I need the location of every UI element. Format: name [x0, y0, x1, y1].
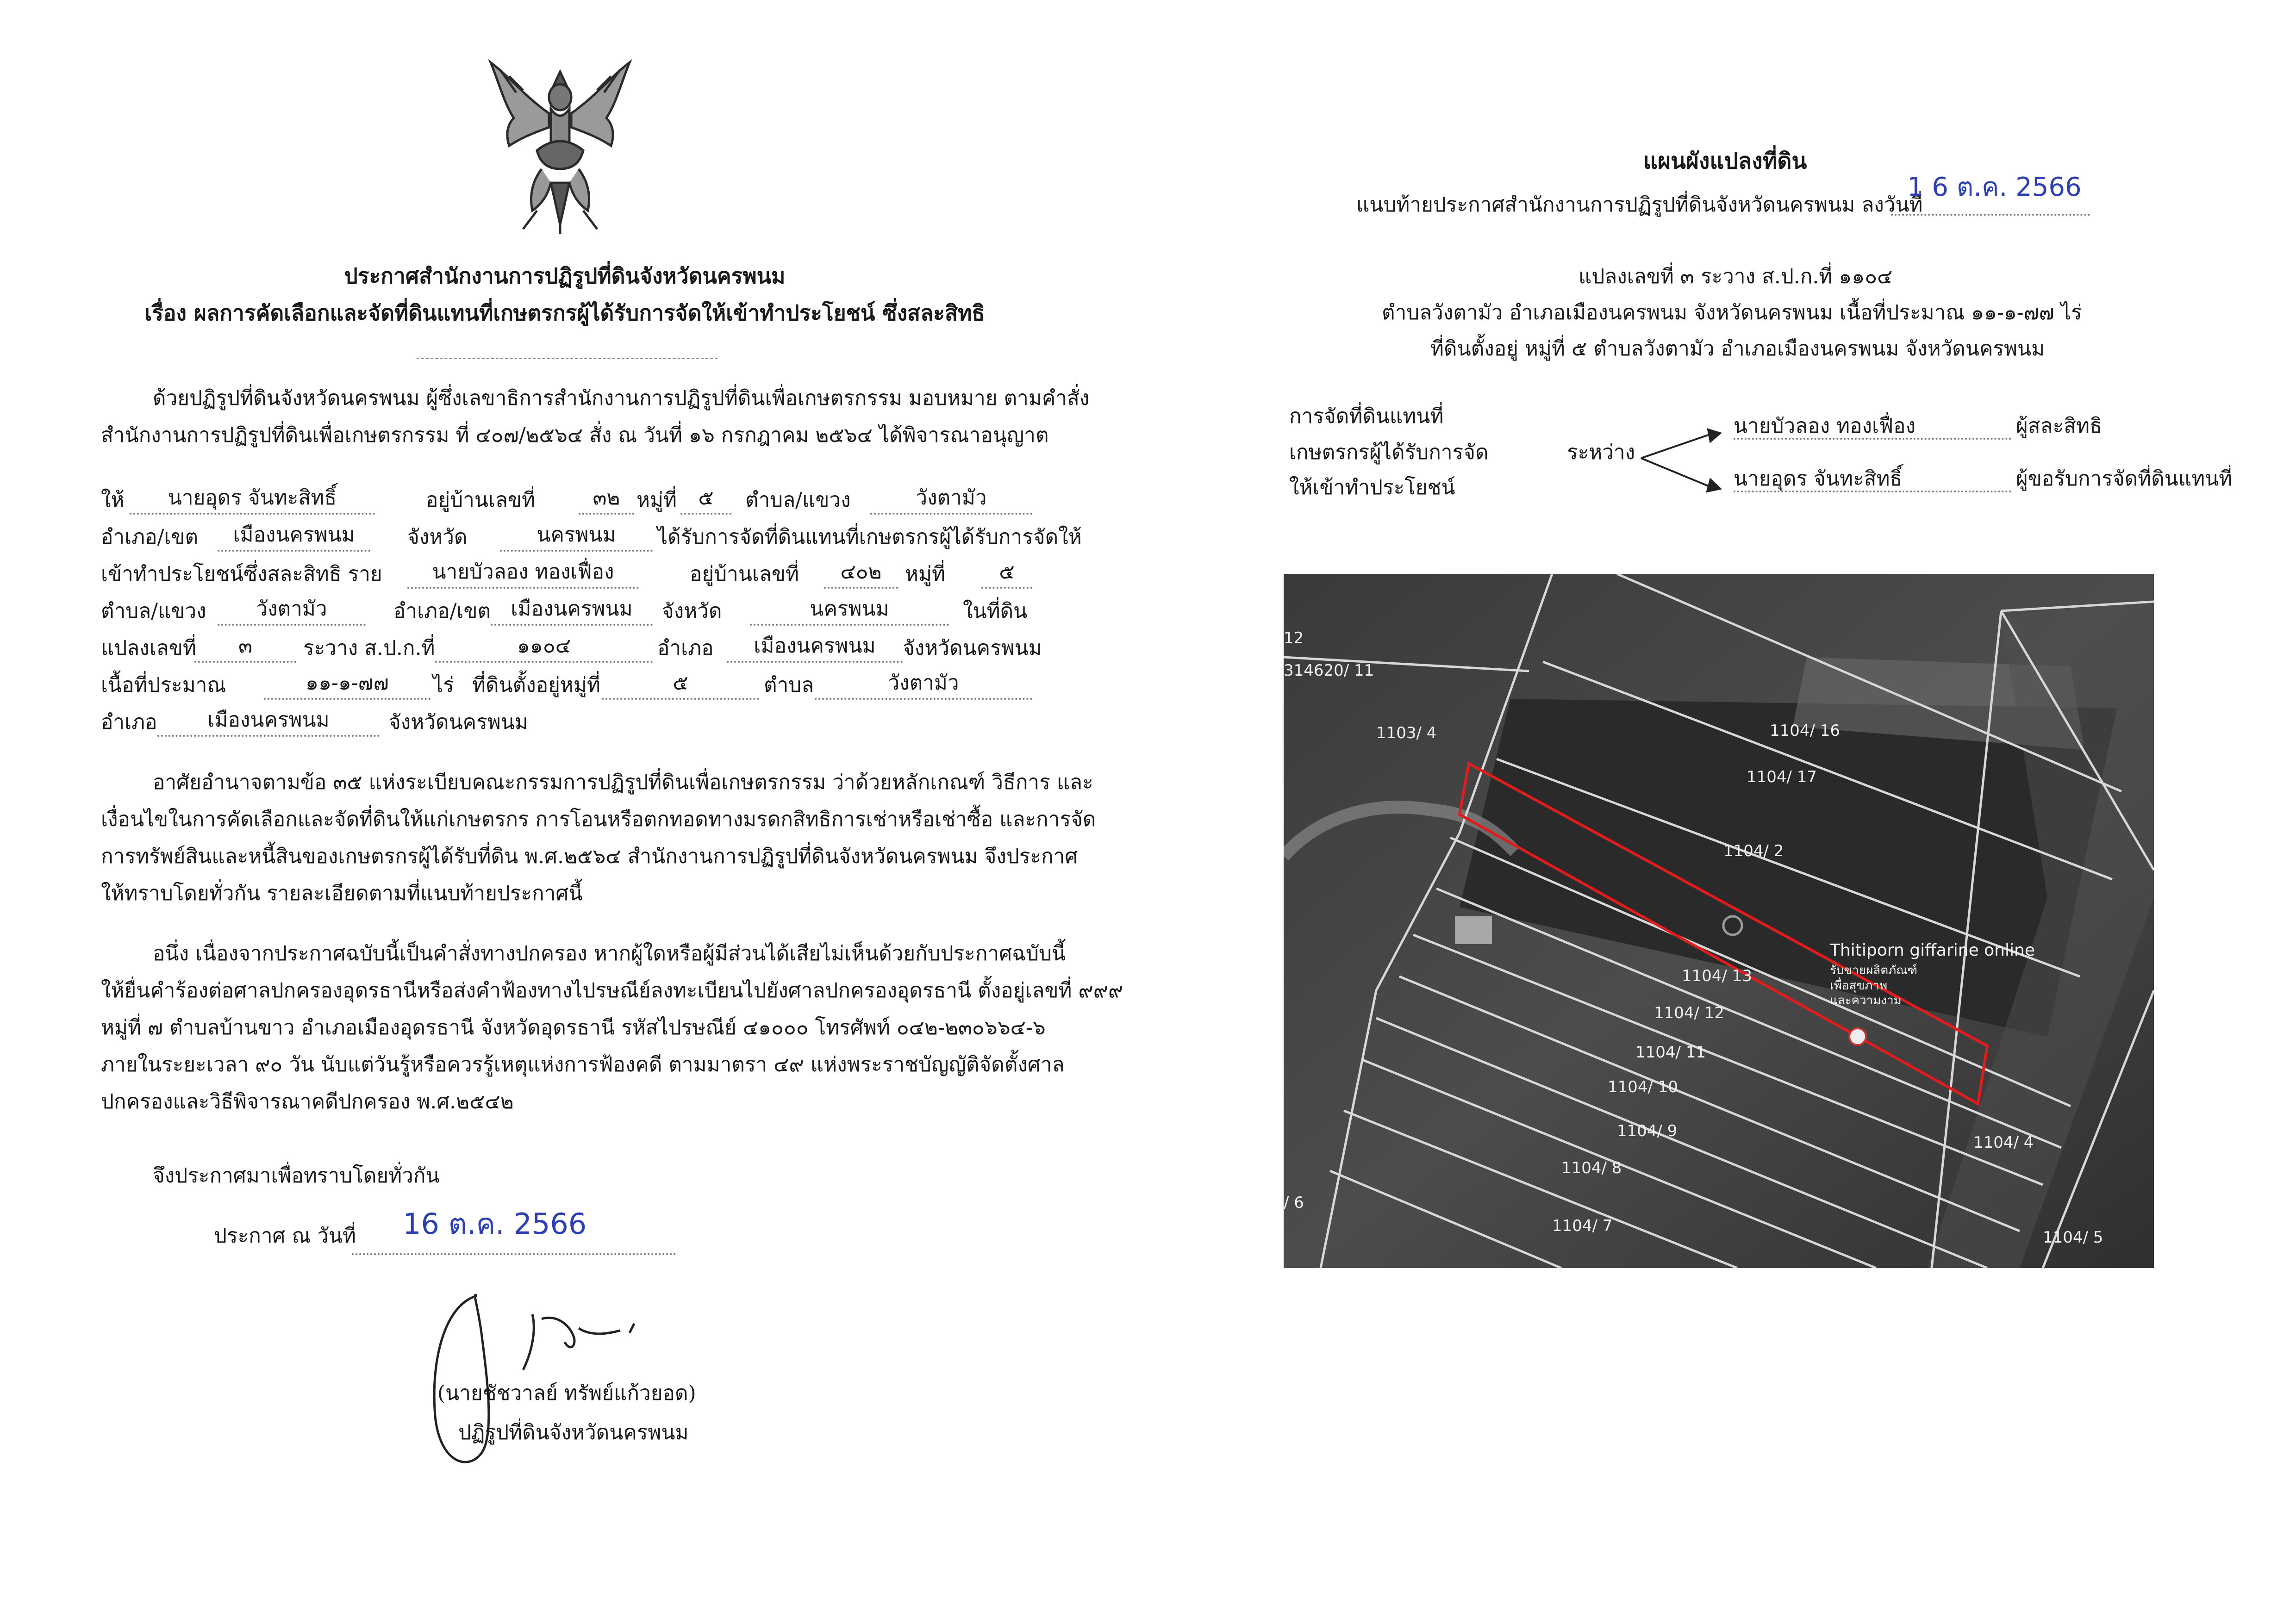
field-underline — [824, 587, 898, 589]
field-sheet: ๑๑๐๔ — [517, 634, 571, 658]
map-label: 1104/ 5 — [2043, 1228, 2103, 1247]
paragraph-3-line: ปกครองและวิธีพิจารณาคดีปกครอง พ.ศ.๒๕๔๒ — [101, 1090, 514, 1113]
map-label: 314620/ 11 — [1284, 661, 1374, 680]
field-plot-no: ๓ — [238, 634, 253, 658]
field-underline — [727, 661, 903, 663]
label-amphoe-4: อำเภอ — [101, 710, 157, 734]
field-underline — [870, 513, 1032, 515]
field-amphoe: เมืองนครพนม — [233, 523, 355, 547]
paragraph-2-line: อาศัยอำนาจตามข้อ ๓๕ แห่งระเบียบคณะกรรมการปฏิรูปที่ดินเพื่อเกษตรกรรม ว่าด้วยหลักเกณฑ์ วิธีการ และ — [153, 771, 1093, 794]
field-underline — [491, 624, 653, 626]
paragraph-1-line: สำนักงานการปฏิรูปที่ดินเพื่อเกษตรกรรม ที่ ๔๐๗/๒๕๖๔ สั่ง ณ วันที่ ๑๖ กรกฎาคม ๒๕๖๔ ได้พิจารณาอนุญาต — [101, 423, 1049, 447]
label-province-3: จังหวัดนครพนม — [903, 636, 1042, 660]
aerial-plot-map — [1284, 574, 2154, 1268]
paragraph-2-line: ให้ทราบโดยทั่วกัน รายละเอียดตามที่แนบท้ายประกาศนี้ — [101, 882, 583, 905]
field-house-no: ๓๒ — [593, 486, 620, 510]
field-moo-3: ๕ — [673, 671, 688, 695]
header-divider — [417, 358, 718, 359]
field-province-2: นครพนม — [810, 597, 889, 621]
map-label: 1104/ 17 — [1747, 768, 1817, 786]
label-moo-2: หมู่ที่ — [905, 562, 946, 586]
paragraph-3-line: หมู่ที่ ๗ ตำบลบ้านขาว อำเภอเมืองอุดรธานี จังหวัดอุดรธานี รหัสไปรษณีย์ ๔๑๐๐๐ โทรศัพท์ ๐๔๒-๒๓๐๖๖๔-๖ — [101, 1016, 1046, 1039]
party-1-role: ผู้สละสิทธิ — [2016, 414, 2102, 438]
label-province-4: จังหวัดนครพนม — [389, 710, 528, 734]
map-label: 1104/ 8 — [1561, 1159, 1622, 1177]
label-tambon-2: ตำบล/แขวง — [101, 599, 206, 623]
field-underline — [602, 698, 759, 700]
map-label: 1104/ 11 — [1635, 1043, 1706, 1062]
subtitle-date-underline — [1891, 214, 2090, 216]
field-moo: ๕ — [698, 486, 714, 510]
date-label: ประกาศ ณ วันที่ — [214, 1224, 356, 1248]
subtitle-date-handwritten: 1 6 ต.ค. 2566 — [1907, 172, 2082, 202]
label-tambon: ตำบล/แขวง — [745, 488, 851, 512]
map-label: 1104/ 13 — [1682, 967, 1753, 985]
label-use-rights: เข้าทำประโยชน์ซึ่งสละสิทธิ ราย — [101, 562, 382, 586]
svg-text:และความงาม: และความงาม — [1830, 994, 1902, 1007]
field-tambon: วังตามัว — [916, 486, 987, 510]
paragraph-3-line: ภายในระยะเวลา ๙๐ วัน นับแต่วันรู้หรือควรรู้เหตุแห่งการฟ้องคดี ตามมาตรา ๔๙ แห่งพระราชบัญญัติจัดตั้งศาล — [101, 1053, 1065, 1076]
map-pin-icon — [1849, 1028, 1866, 1045]
paragraph-2-line: การทรัพย์สินและหนี้สินของเกษตรกรผู้ได้รับที่ดิน พ.ศ.๒๕๖๔ สำนักงานการปฏิรูปที่ดินจังหวัดนครพนม จึงประกาศ — [101, 845, 1078, 868]
field-underline — [981, 587, 1032, 589]
label-house: อยู่บ้านเลขที่ — [426, 488, 536, 512]
label-amphoe-2: อำเภอ/เขต — [393, 599, 491, 623]
field-underline — [194, 661, 296, 663]
label-house-2: อยู่บ้านเลขที่ — [690, 562, 799, 586]
announcement-title: ประกาศสำนักงานการปฏิรูปที่ดินจังหวัดนครพนม — [344, 263, 786, 288]
paragraph-1-line: ด้วยปฏิรูปที่ดินจังหวัดนครพนม ผู้ซึ่งเลขาธิการสำนักงานการปฏิรูปที่ดินเพื่อเกษตรกรรม มอบหมาย ตามคำสั่ง — [153, 386, 1090, 410]
map-label: 1103/ 4 — [1376, 724, 1437, 742]
field-underline — [157, 735, 380, 737]
paragraph-2-line: เงื่อนไขในการคัดเลือกและจัดที่ดินให้แก่เกษตรกร การโอนหรือตกทอดทางมรดกสิทธิการเช่าหรือเช่าซื้อ และการจัด — [101, 808, 1096, 831]
map-label: 1104/ 10 — [1608, 1078, 1678, 1096]
field-province: นครพนม — [537, 523, 616, 547]
field-tambon-2: วังตามัว — [256, 597, 327, 621]
field-moo-2: ๕ — [999, 560, 1015, 584]
party-1-underline — [1734, 438, 2011, 440]
signer-name: (นายชัชวาลย์ ทรัพย์แก้วยอด) — [437, 1381, 696, 1405]
location-line: ตำบลวังตามัว อำเภอเมืองนครพนม จังหวัดนครพนม เนื้อที่ประมาณ ๑๑-๑-๗๗ ไร่ — [1382, 301, 2082, 324]
field-amphoe-2: เมืองนครพนม — [511, 597, 633, 621]
map-label: 1104/ 9 — [1617, 1122, 1678, 1140]
party-2-underline — [1734, 491, 2011, 492]
map-label: 1104/ 16 — [1770, 721, 1841, 740]
label-rai: ไร่ — [433, 673, 454, 697]
map-label: 1104/ 2 — [1723, 842, 1784, 860]
field-name: นายอุดร จันทะสิทธิ์ — [168, 486, 337, 510]
date-underline — [352, 1253, 676, 1255]
map-building — [1455, 916, 1492, 944]
field-underline — [130, 513, 375, 515]
label-to: ให้ — [101, 488, 125, 512]
party-2-role: ผู้ขอรับการจัดที่ดินแทนที่ — [2016, 467, 2233, 491]
field-house-no-2: ๔๐๒ — [840, 560, 882, 584]
label-amphoe-3: อำเภอ — [657, 636, 714, 660]
field-underline — [218, 624, 366, 626]
field-underline — [680, 513, 731, 515]
field-underline — [500, 550, 653, 552]
plot-map-subtitle: แนบท้ายประกาศสำนักงานการปฏิรูปที่ดินจังหวัดนครพนม ลงวันที่ — [1356, 193, 1923, 217]
branch-arrows-icon — [1639, 421, 1722, 495]
field-underline — [579, 513, 634, 515]
field-underline — [435, 661, 653, 663]
label-province: จังหวัด — [407, 525, 468, 549]
field-name-waiver: นายบัวลอง ทองเฟื่อง — [432, 560, 614, 584]
label-in-land: ในที่ดิน — [963, 599, 1028, 623]
map-label: / 6 — [1284, 1194, 1304, 1212]
map-label: 12 — [1284, 629, 1304, 647]
paragraph-3-line: อนึ่ง เนื่องจากประกาศฉบับนี้เป็นคำสั่งทางปกครอง หากผู้ใดหรือผู้มีส่วนได้เสียไม่เห็นด้วยกับประกาศฉบับนี้ — [153, 942, 1066, 965]
date-value-handwritten: 16 ต.ค. 2566 — [403, 1207, 587, 1241]
signer-title: ปฏิรูปที่ดินจังหวัดนครพนม — [458, 1421, 689, 1444]
label-located-moo: ที่ดินตั้งอยู่หมู่ที่ — [472, 673, 600, 697]
field-amphoe-4: เมืองนครพนม — [207, 708, 330, 732]
party-2-name: นายอุดร จันทะสิทธิ์ — [1734, 467, 1903, 491]
map-label: 1104/ 4 — [1973, 1133, 2034, 1152]
label-sheet: ระวาง ส.ป.ก.ที่ — [303, 636, 435, 660]
allocation-label-line: ให้เข้าทำประโยชน์ — [1289, 476, 1455, 499]
between-label: ระหว่าง — [1567, 441, 1635, 464]
label-amphoe: อำเภอ/เขต — [101, 525, 199, 549]
party-1-name: นายบัวลอง ทองเฟื่อง — [1734, 414, 1916, 438]
svg-text:รับขายผลิตภัณฑ์: รับขายผลิตภัณฑ์ — [1830, 964, 1917, 977]
plot-number-line: แปลงเลขที่ ๓ ระวาง ส.ป.ก.ที่ ๑๑๐๔ — [1578, 265, 1893, 288]
site-line: ที่ดินตั้งอยู่ หมู่ที่ ๕ ตำบลวังตามัว อำเภอเมืองนครพนม จังหวัดนครพนม — [1430, 337, 2045, 361]
map-label: 1104/ 12 — [1654, 1004, 1725, 1022]
paragraph-3-line: ให้ยื่นคำร้องต่อศาลปกครองอุดรธานีหรือส่งคำฟ้องทางไปรษณีย์ลงทะเบียนไปยังศาลปกครองอุดรธานี ตั้งอยู่เลขที่ ๙๙๙ — [101, 979, 1123, 1002]
field-underline — [264, 698, 430, 700]
plot-map-title: แผนผังแปลงที่ดิน — [1643, 148, 1807, 174]
map-label: 1104/ 7 — [1552, 1217, 1613, 1235]
svg-text:เพื่อสุขภาพ: เพื่อสุขภาพ — [1830, 979, 1888, 993]
label-received: ได้รับการจัดที่ดินแทนที่เกษตรกรผู้ได้รับการจัดให้ — [657, 525, 1082, 549]
closing-announcement: จึงประกาศมาเพื่อทราบโดยทั่วกัน — [153, 1164, 440, 1188]
announcement-subject: เรื่อง ผลการคัดเลือกและจัดที่ดินแทนที่เกษตรกรผู้ได้รับการจัดให้เข้าทำประโยชน์ ซึ่งสละสิทธิ — [144, 300, 985, 325]
svg-text:Thitiporn giffarine online: Thitiporn giffarine online — [1830, 941, 2035, 960]
field-underline — [218, 550, 370, 552]
field-underline — [815, 698, 1032, 700]
allocation-label-line: เกษตรกรผู้ได้รับการจัด — [1289, 441, 1489, 464]
label-moo: หมู่ที่ — [636, 488, 677, 512]
label-province-2: จังหวัด — [662, 599, 722, 623]
label-area: เนื้อที่ประมาณ — [101, 673, 226, 697]
field-area: ๑๑-๑-๗๗ — [306, 671, 389, 695]
field-amphoe-3: เมืองนครพนม — [754, 634, 876, 658]
field-tambon-3: วังตามัว — [888, 671, 959, 695]
field-underline — [750, 624, 949, 626]
label-plot-no: แปลงเลขที่ — [101, 636, 196, 660]
garuda-emblem-icon — [481, 58, 639, 238]
label-tambon-3: ตำบล — [764, 673, 814, 697]
allocation-label-line: การจัดที่ดินแทนที่ — [1289, 404, 1444, 428]
field-underline — [407, 587, 639, 589]
